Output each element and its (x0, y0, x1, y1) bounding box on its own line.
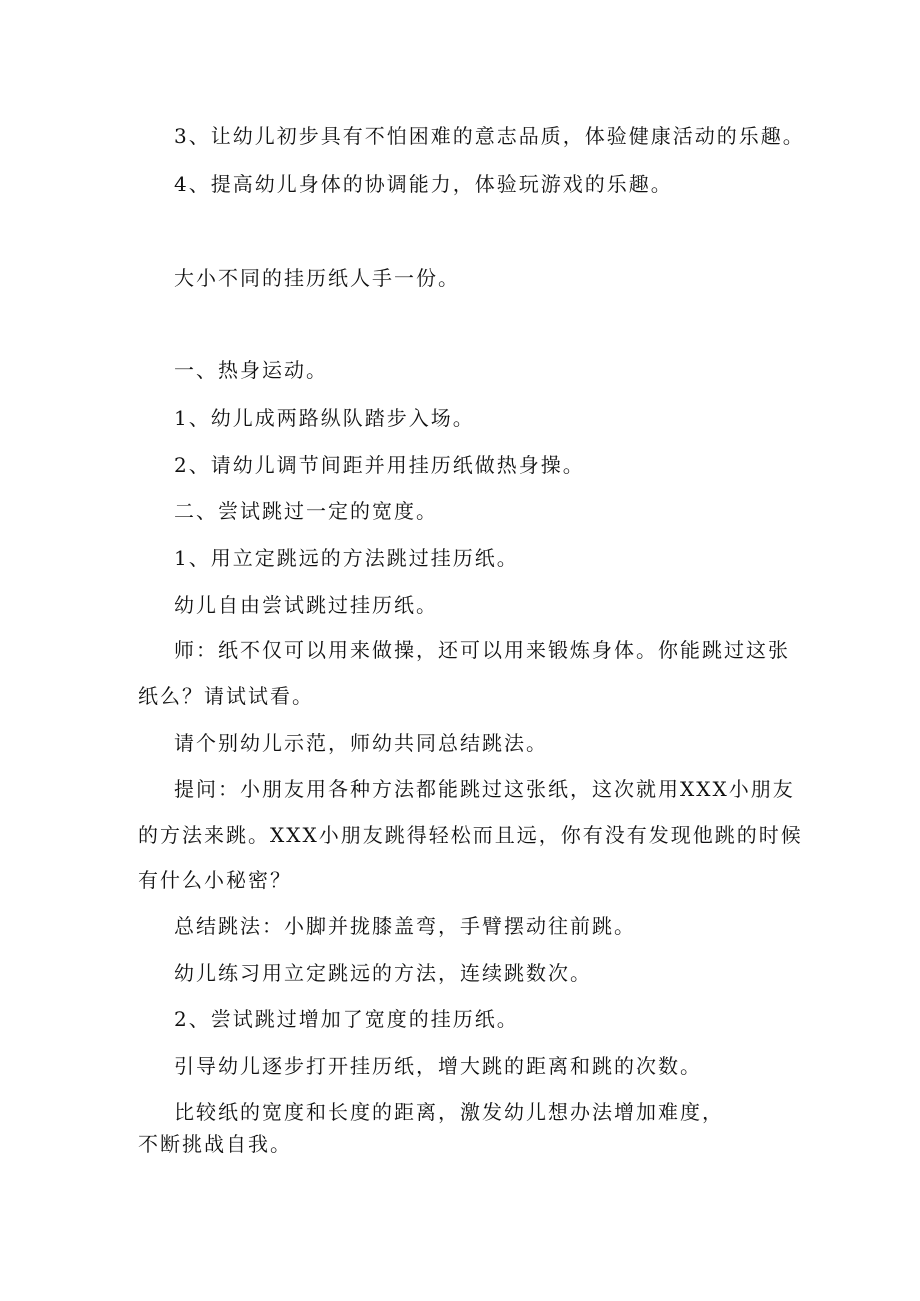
body-paragraph-continuation: 的方法来跳。XXX小朋友跳得轻松而且远，你有没有发现他跳的时候 (138, 823, 803, 847)
body-paragraph: 请个别幼儿示范，师幼共同总结跳法。 (174, 731, 548, 755)
body-paragraph: 比较纸的宽度和长度的距离，激发幼儿想办法增加难度， (174, 1100, 724, 1124)
body-paragraph-continuation: 不断挑战自我。 (138, 1132, 292, 1156)
body-paragraph: 引导幼儿逐步打开挂历纸，增大跳的距离和跳的次数。 (174, 1054, 702, 1078)
body-paragraph: 提问：小朋友用各种方法都能跳过这张纸，这次就用XXX小朋友 (174, 777, 795, 801)
step-paragraph: 2、请幼儿调节间距并用挂历纸做热身操。 (174, 453, 585, 477)
section-heading-jump: 二、尝试跳过一定的宽度。 (174, 499, 438, 523)
body-paragraph: 师：纸不仅可以用来做操，还可以用来锻炼身体。你能跳过这张 (174, 638, 790, 662)
body-paragraph: 总结跳法：小脚并拢膝盖弯，手臂摆动往前跳。 (174, 914, 636, 938)
objective-3: 3、让幼儿初步具有不怕困难的意志品质，体验健康活动的乐趣。 (174, 124, 805, 148)
step-paragraph: 1、用立定跳远的方法跳过挂历纸。 (174, 546, 519, 570)
body-paragraph-continuation: 纸么？请试试看。 (138, 684, 314, 708)
objective-4: 4、提高幼儿身体的协调能力，体验玩游戏的乐趣。 (174, 172, 673, 196)
body-paragraph: 幼儿自由尝试跳过挂历纸。 (174, 593, 438, 617)
step-paragraph: 1、幼儿成两路纵队踏步入场。 (174, 406, 475, 430)
section-heading-warmup: 一、热身运动。 (174, 358, 328, 382)
body-paragraph: 幼儿练习用立定跳远的方法，连续跳数次。 (174, 961, 592, 985)
materials-text: 大小不同的挂历纸人手一份。 (174, 266, 460, 290)
body-paragraph-continuation: 有什么小秘密？ (138, 868, 292, 892)
step-paragraph: 2、尝试跳过增加了宽度的挂历纸。 (174, 1007, 519, 1031)
